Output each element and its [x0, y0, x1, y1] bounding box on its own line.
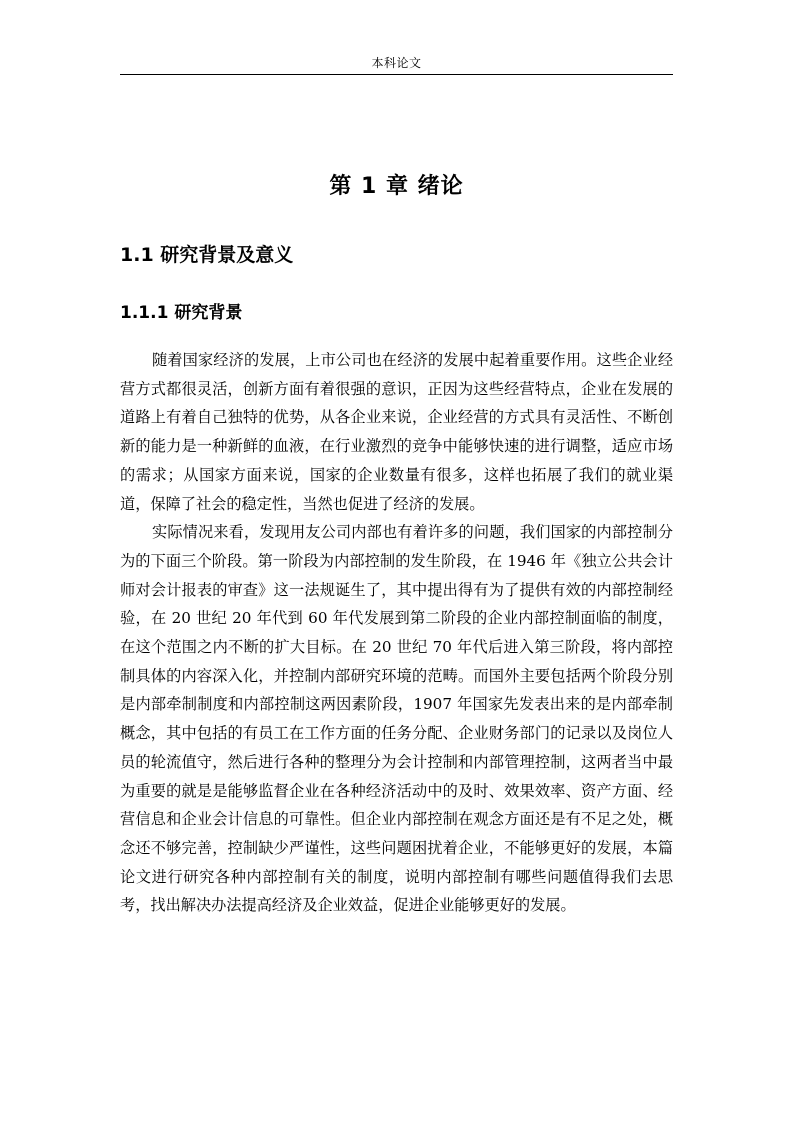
chapter-title: 第 1 章 绪论	[329, 174, 464, 199]
running-header: 本科论文	[371, 56, 422, 70]
header-rule	[120, 74, 673, 75]
body-text	[120, 346, 673, 920]
paragraph-background-1: 随着国家经济的发展，上市公司也在经济的发展中起着重要作用。这些企业经营方式都很灵活，创新方面有着很强的意识，正因为这些经营特点，企业在发展的道路上有着自己独特的优势，从各企业来说，企业经营的方式具有灵活性、不断创新的能力是一种新鲜的血液，在行业激烈的竞争中能够快速的进行调整，适应市场的需求；从国家方面来说，国家的企业数量有很多，这样也拓展了我们的就业渠道，保障了社会的稳定性，当然也促进了经济的发展。	[120, 351, 673, 513]
paragraph-background-2: 实际情况来看，发现用友公司内部也有着许多的问题，我们国家的内部控制分为的下面三个阶段。第一阶段为内部控制的发生阶段，在 1946 年《独立公共会计师对会计报表的审查》这一法规诞生了，其中提出得有为了提供有效的内部控制经验，在 20 世纪 20 年代到 60 年代发展到第二阶段的企业内部控制面临的制度，在这个范围之内不断的扩大目标。在 20 世纪 70 年代后进入第三阶段，将内部控制具体的内容深入化，并控制内部研究环境的范畴。而国外主要包括两个阶段分别是内部牵制制度和内部控制这两因素阶段，1907 年国家先发表出来的是内部牵制概念，其中包括的有员工在工作方面的任务分配、企业财务部门的记录以及岗位人员的轮流值守，然后进行各种的整理分为会计控制和内部管理控制，这两者当中最为重要的就是是能够监督企业在各种经济活动中的及时、效果效率、资产方面、经营信息和企业会计信息的可靠性。但企业内部控制在观念方面还是有不足之处，概念还不够完善，控制缺少严谨性，这些问题困扰着企业，不能够更好的发展，本篇论文进行研究各种内部控制有关的制度，说明内部控制有哪些问题值得我们去思考，找出解决办法提高经济及企业效益，促进企业能够更好的发展。	[120, 523, 673, 915]
subsection-title: 1.1.1 研究背景	[120, 303, 243, 323]
section-title: 1.1 研究背景及意义	[120, 244, 294, 266]
